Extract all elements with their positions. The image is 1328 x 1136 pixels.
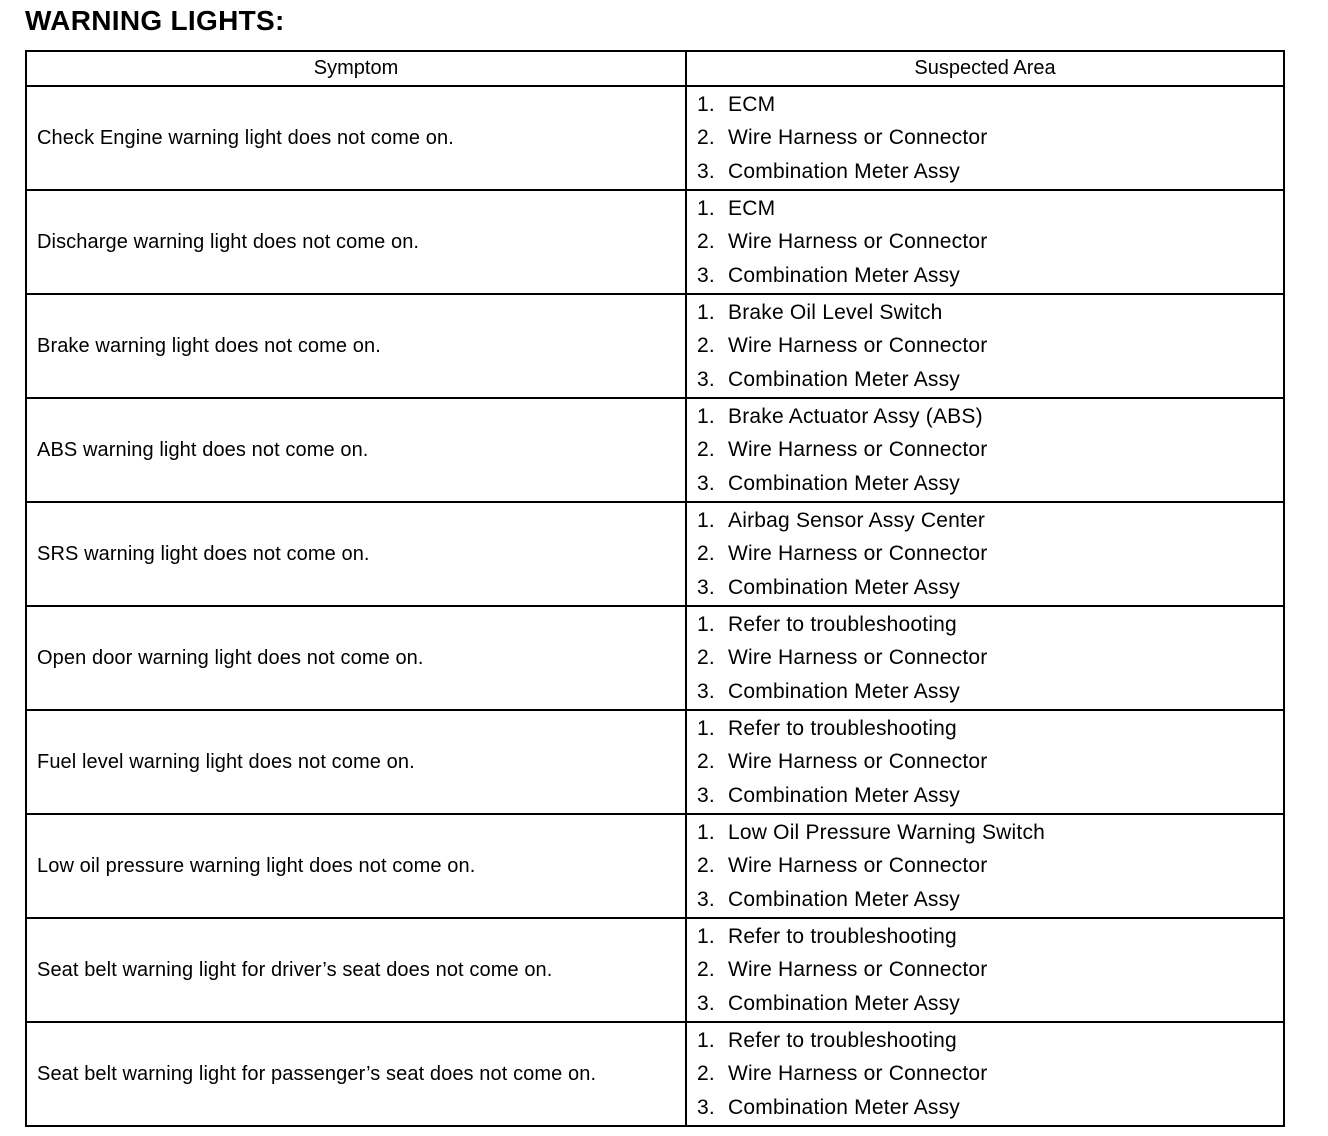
symptom-cell: Check Engine warning light does not come on. bbox=[26, 86, 686, 190]
list-item-text: Combination Meter Assy bbox=[728, 991, 960, 1015]
list-item bbox=[697, 225, 1283, 258]
list-item bbox=[697, 675, 1283, 708]
list-item-text: Combination Meter Assy bbox=[728, 159, 960, 183]
list-item-text: Airbag Sensor Assy Center bbox=[728, 509, 986, 533]
column-header-symptom: Symptom bbox=[26, 51, 686, 86]
list-item bbox=[697, 920, 1283, 953]
list-item bbox=[697, 467, 1283, 500]
list-item-text: Combination Meter Assy bbox=[728, 783, 960, 807]
list-item-text: Wire Harness or Connector bbox=[728, 958, 988, 982]
symptom-cell: Fuel level warning light does not come on. bbox=[26, 710, 686, 814]
list-item-number: 1. bbox=[697, 925, 715, 949]
list-item-number: 3. bbox=[697, 1095, 715, 1119]
list-item bbox=[697, 1057, 1283, 1090]
list-item bbox=[697, 259, 1283, 292]
list-item-number: 1. bbox=[697, 717, 715, 741]
list-item-text: ECM bbox=[728, 197, 776, 221]
list-item-text: Combination Meter Assy bbox=[728, 887, 960, 911]
list-item-number: 1. bbox=[697, 509, 715, 533]
table-row bbox=[26, 190, 1284, 294]
list-item-text: Wire Harness or Connector bbox=[728, 126, 988, 150]
list-item bbox=[697, 745, 1283, 778]
list-item-text: Wire Harness or Connector bbox=[728, 750, 988, 774]
suspected-area-cell bbox=[686, 918, 1284, 1022]
symptom-cell: SRS warning light does not come on. bbox=[26, 502, 686, 606]
list-item-text: ECM bbox=[728, 93, 776, 117]
symptom-cell: Seat belt warning light for passenger’s seat does not come on. bbox=[26, 1022, 686, 1126]
list-item-text: Wire Harness or Connector bbox=[728, 334, 988, 358]
list-item-text: Combination Meter Assy bbox=[728, 679, 960, 703]
list-item bbox=[697, 571, 1283, 604]
list-item-number: 1. bbox=[697, 301, 715, 325]
list-item bbox=[697, 1091, 1283, 1124]
list-item bbox=[697, 537, 1283, 570]
suspected-area-cell bbox=[686, 710, 1284, 814]
list-item-text: Combination Meter Assy bbox=[728, 263, 960, 287]
list-item bbox=[697, 296, 1283, 329]
list-item bbox=[697, 329, 1283, 362]
suspected-area-list bbox=[697, 400, 1283, 500]
list-item-text: Brake Actuator Assy (ABS) bbox=[728, 405, 983, 429]
list-item bbox=[697, 1024, 1283, 1057]
list-item-number: 2. bbox=[697, 854, 715, 878]
list-item-text: Combination Meter Assy bbox=[728, 471, 960, 495]
symptom-cell: Seat belt warning light for driver’s seat does not come on. bbox=[26, 918, 686, 1022]
table-row bbox=[26, 606, 1284, 710]
list-item bbox=[697, 155, 1283, 188]
suspected-area-cell bbox=[686, 814, 1284, 918]
list-item bbox=[697, 779, 1283, 812]
list-item bbox=[697, 433, 1283, 466]
suspected-area-list bbox=[697, 88, 1283, 188]
list-item-number: 3. bbox=[697, 887, 715, 911]
list-item-text: Refer to troubleshooting bbox=[728, 717, 957, 741]
suspected-area-list bbox=[697, 920, 1283, 1020]
list-item bbox=[697, 641, 1283, 674]
list-item-number: 3. bbox=[697, 783, 715, 807]
list-item bbox=[697, 953, 1283, 986]
warning-lights-table bbox=[25, 50, 1285, 1127]
table-row bbox=[26, 398, 1284, 502]
list-item bbox=[697, 400, 1283, 433]
suspected-area-list bbox=[697, 712, 1283, 812]
suspected-area-list bbox=[697, 504, 1283, 604]
suspected-area-cell bbox=[686, 294, 1284, 398]
list-item-number: 2. bbox=[697, 438, 715, 462]
list-item-number: 2. bbox=[697, 230, 715, 254]
list-item-text: Combination Meter Assy bbox=[728, 367, 960, 391]
list-item-number: 3. bbox=[697, 471, 715, 495]
table-row bbox=[26, 502, 1284, 606]
list-item-number: 1. bbox=[697, 93, 715, 117]
list-item-number: 3. bbox=[697, 575, 715, 599]
list-item-number: 1. bbox=[697, 1029, 715, 1053]
list-item-text: Low Oil Pressure Warning Switch bbox=[728, 821, 1046, 845]
suspected-area-cell bbox=[686, 190, 1284, 294]
symptom-cell: Discharge warning light does not come on. bbox=[26, 190, 686, 294]
list-item-number: 2. bbox=[697, 542, 715, 566]
list-item-text: Refer to troubleshooting bbox=[728, 1029, 957, 1053]
list-item-text: Wire Harness or Connector bbox=[728, 438, 988, 462]
list-item-number: 1. bbox=[697, 821, 715, 845]
page-title: WARNING LIGHTS: bbox=[25, 5, 285, 36]
table-body bbox=[26, 86, 1284, 1126]
list-item-number: 3. bbox=[697, 991, 715, 1015]
table-row bbox=[26, 1022, 1284, 1126]
table-row bbox=[26, 294, 1284, 398]
suspected-area-cell bbox=[686, 502, 1284, 606]
list-item-number: 3. bbox=[697, 263, 715, 287]
list-item-text: Brake Oil Level Switch bbox=[728, 301, 943, 325]
list-item-text: Wire Harness or Connector bbox=[728, 230, 988, 254]
list-item-number: 3. bbox=[697, 679, 715, 703]
list-item bbox=[697, 883, 1283, 916]
list-item-number: 2. bbox=[697, 126, 715, 150]
list-item bbox=[697, 849, 1283, 882]
list-item-text: Wire Harness or Connector bbox=[728, 646, 988, 670]
list-item-text: Wire Harness or Connector bbox=[728, 1062, 988, 1086]
list-item-text: Wire Harness or Connector bbox=[728, 542, 988, 566]
suspected-area-cell bbox=[686, 86, 1284, 190]
symptom-cell: Open door warning light does not come on. bbox=[26, 606, 686, 710]
suspected-area-cell bbox=[686, 606, 1284, 710]
column-header-suspected-area: Suspected Area bbox=[686, 51, 1284, 86]
list-item-number: 3. bbox=[697, 159, 715, 183]
suspected-area-list bbox=[697, 192, 1283, 292]
list-item bbox=[697, 608, 1283, 641]
list-item-number: 1. bbox=[697, 405, 715, 429]
list-item-number: 1. bbox=[697, 613, 715, 637]
list-item-number: 1. bbox=[697, 197, 715, 221]
list-item-text: Wire Harness or Connector bbox=[728, 854, 988, 878]
table-row bbox=[26, 86, 1284, 190]
table-header-row bbox=[26, 51, 1284, 86]
list-item bbox=[697, 816, 1283, 849]
list-item bbox=[697, 192, 1283, 225]
list-item bbox=[697, 363, 1283, 396]
list-item bbox=[697, 88, 1283, 121]
table-row bbox=[26, 710, 1284, 814]
suspected-area-cell bbox=[686, 398, 1284, 502]
table-row bbox=[26, 918, 1284, 1022]
suspected-area-list bbox=[697, 1024, 1283, 1124]
suspected-area-list bbox=[697, 608, 1283, 708]
list-item-number: 2. bbox=[697, 334, 715, 358]
list-item bbox=[697, 121, 1283, 154]
list-item-text: Combination Meter Assy bbox=[728, 1095, 960, 1119]
list-item bbox=[697, 712, 1283, 745]
list-item-number: 2. bbox=[697, 750, 715, 774]
list-item-number: 2. bbox=[697, 1062, 715, 1086]
symptom-cell: ABS warning light does not come on. bbox=[26, 398, 686, 502]
list-item-number: 2. bbox=[697, 646, 715, 670]
suspected-area-list bbox=[697, 296, 1283, 396]
list-item-text: Refer to troubleshooting bbox=[728, 925, 957, 949]
list-item-text: Combination Meter Assy bbox=[728, 575, 960, 599]
suspected-area-cell bbox=[686, 1022, 1284, 1126]
list-item-number: 2. bbox=[697, 958, 715, 982]
symptom-cell: Brake warning light does not come on. bbox=[26, 294, 686, 398]
list-item-number: 3. bbox=[697, 367, 715, 391]
list-item bbox=[697, 504, 1283, 537]
list-item bbox=[697, 987, 1283, 1020]
table-row bbox=[26, 814, 1284, 918]
symptom-cell: Low oil pressure warning light does not come on. bbox=[26, 814, 686, 918]
list-item-text: Refer to troubleshooting bbox=[728, 613, 957, 637]
suspected-area-list bbox=[697, 816, 1283, 916]
